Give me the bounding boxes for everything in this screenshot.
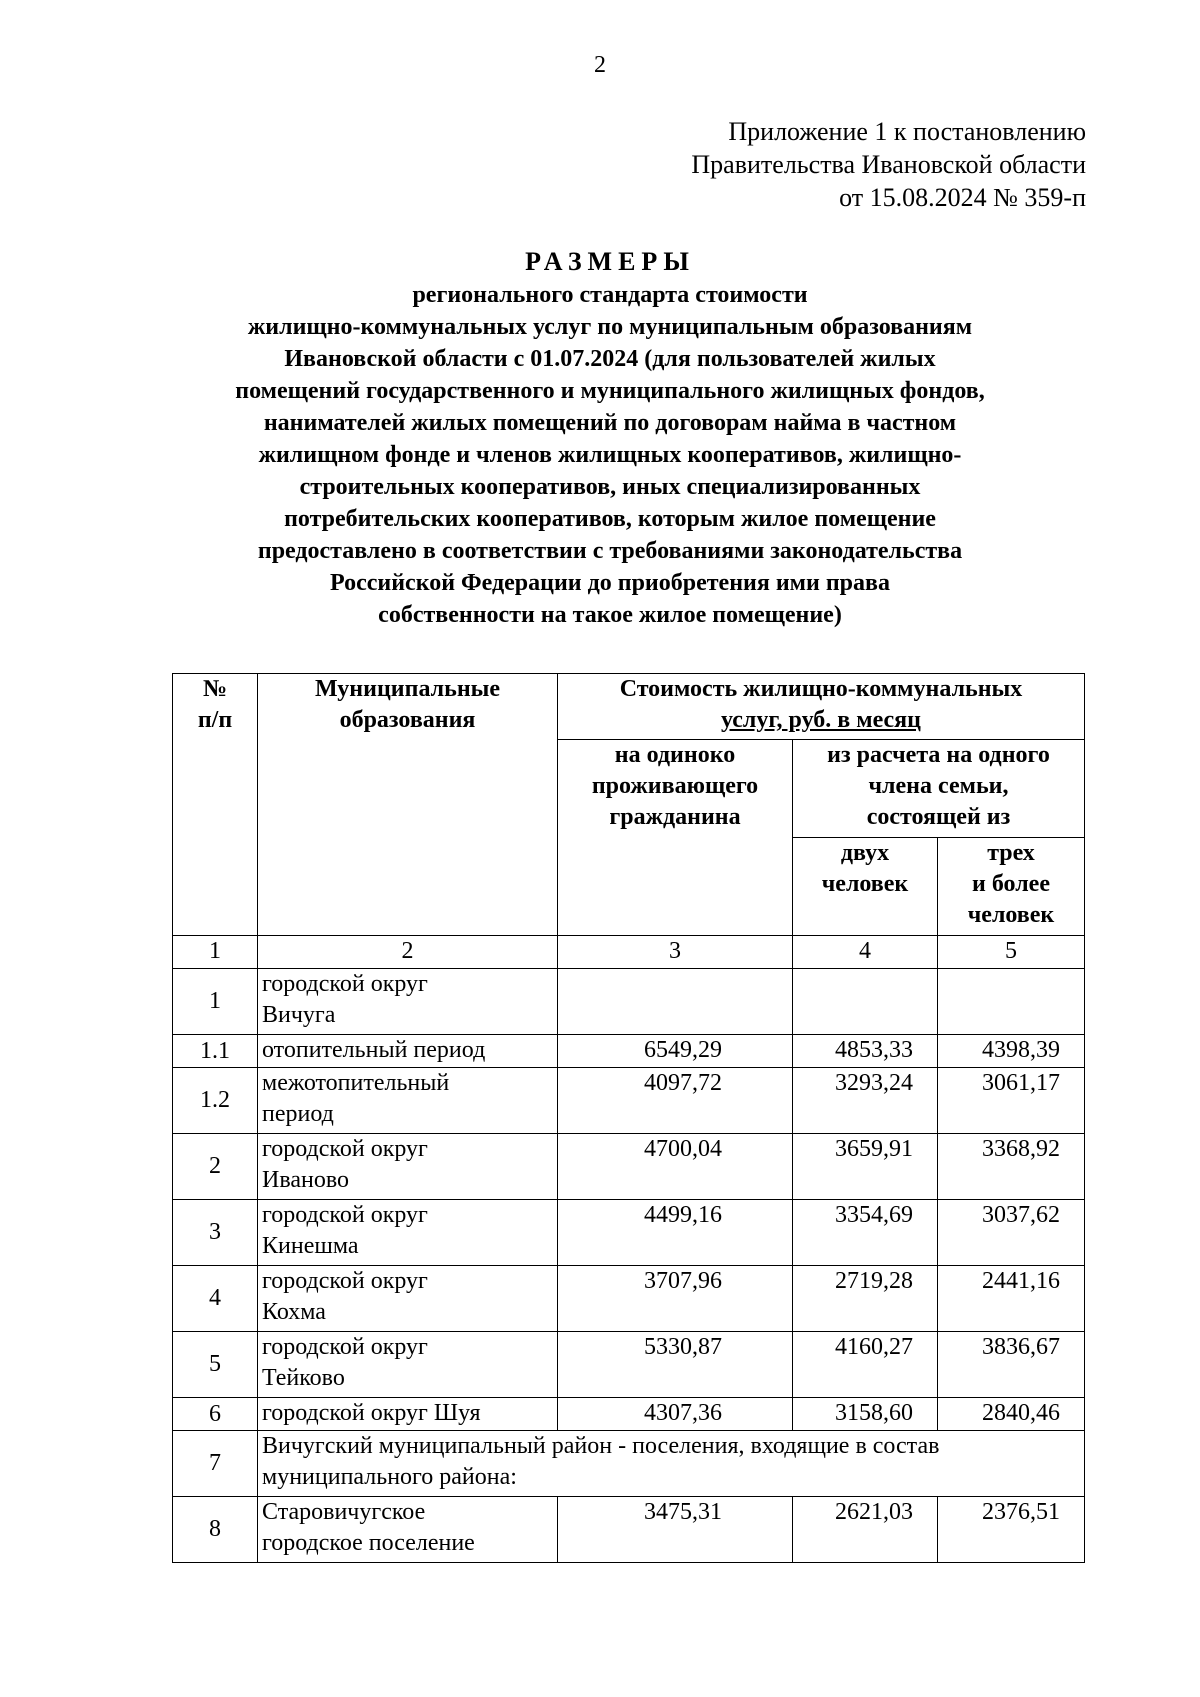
value-three: 2441,16 (938, 1266, 1085, 1332)
rates-table (172, 673, 1085, 1563)
row-name: городской округ Тейково (258, 1332, 558, 1398)
row-number: 2 (173, 1134, 258, 1200)
subtitle-line: Ивановской области с 01.07.2024 (для пользователей жилых (284, 346, 936, 372)
column-number: 1 (173, 936, 258, 969)
value-three: 2840,46 (938, 1398, 1085, 1431)
table-row (173, 1134, 1085, 1200)
subtitle-line: помещений государственного и муниципального жилищных фондов, (235, 378, 985, 404)
value-single: 3475,31 (558, 1497, 793, 1563)
table-row (173, 969, 1085, 1035)
header-three-persons: трех и более человек (938, 838, 1085, 936)
value-two: 3659,91 (793, 1134, 938, 1200)
column-number: 5 (938, 936, 1085, 969)
document-title (120, 245, 1100, 631)
header-row (173, 674, 1085, 740)
subtitle-line: потребительских кооперативов, которым жилое помещение (284, 506, 936, 532)
column-number: 4 (793, 936, 938, 969)
value-single (558, 969, 793, 1035)
header-municipality: Муниципальные образования (258, 674, 558, 936)
value-two (793, 969, 938, 1035)
column-numbers-row (173, 936, 1085, 969)
row-name: городской округ Кохма (258, 1266, 558, 1332)
value-two: 2621,03 (793, 1497, 938, 1563)
table-row (173, 1332, 1085, 1398)
row-number: 1 (173, 969, 258, 1035)
row-number: 4 (173, 1266, 258, 1332)
row-name: Старовичугское городское поселение (258, 1497, 558, 1563)
row-number: 5 (173, 1332, 258, 1398)
section-title: Вичугский муниципальный район - поселения, входящие в состав муниципального района: (258, 1431, 1085, 1497)
value-single: 4499,16 (558, 1200, 793, 1266)
row-number: 1.2 (173, 1068, 258, 1134)
header-no: № п/п (173, 674, 258, 936)
row-name: городской округ Вичуга (258, 969, 558, 1035)
appendix-line: Правительства Ивановской области (691, 150, 1086, 179)
value-two: 3158,60 (793, 1398, 938, 1431)
row-number: 1.1 (173, 1035, 258, 1068)
header-two-persons: двух человек (793, 838, 938, 936)
table-row (173, 1266, 1085, 1332)
title-subtitle (120, 279, 1100, 631)
value-single: 4307,36 (558, 1398, 793, 1431)
value-two: 3354,69 (793, 1200, 938, 1266)
header-cost: Стоимость жилищно-коммунальных услуг, руб. в месяц (558, 674, 1085, 740)
row-name: отопительный период (258, 1035, 558, 1068)
row-number: 6 (173, 1398, 258, 1431)
header-per-member: из расчета на одного члена семьи, состоящей из (793, 740, 1085, 838)
table-row (173, 1068, 1085, 1134)
row-name: городской округ Кинешма (258, 1200, 558, 1266)
value-single: 4097,72 (558, 1068, 793, 1134)
subtitle-line: нанимателей жилых помещений по договорам найма в частном (263, 410, 957, 436)
section-row (173, 1431, 1085, 1497)
value-single: 6549,29 (558, 1035, 793, 1068)
appendix-line: от 15.08.2024 № 359-п (839, 183, 1086, 212)
value-three: 4398,39 (938, 1035, 1085, 1068)
value-three: 3037,62 (938, 1200, 1085, 1266)
value-three: 3368,92 (938, 1134, 1085, 1200)
value-two: 3293,24 (793, 1068, 938, 1134)
value-three: 3836,67 (938, 1332, 1085, 1398)
row-number: 3 (173, 1200, 258, 1266)
appendix-line: Приложение 1 к постановлению (728, 117, 1086, 146)
subtitle-line: жилищном фонде и членов жилищных кооперативов, жилищно- (258, 442, 962, 468)
subtitle-line: предоставлено в соответствии с требованиями законодательства (257, 538, 963, 564)
value-single: 3707,96 (558, 1266, 793, 1332)
subtitle-line: строительных кооперативов, иных специализированных (299, 474, 921, 500)
header-single-citizen: на одиноко проживающего гражданина (558, 740, 793, 936)
column-number: 2 (258, 936, 558, 969)
subtitle-line: регионального стандарта стоимости (412, 282, 808, 308)
appendix-reference (566, 115, 1086, 214)
table-row (173, 1497, 1085, 1563)
row-number: 8 (173, 1497, 258, 1563)
table-row (173, 1398, 1085, 1431)
value-single: 4700,04 (558, 1134, 793, 1200)
subtitle-line: жилищно-коммунальных услуг по муниципальным образованиям (247, 314, 973, 340)
row-name: межотопительный период (258, 1068, 558, 1134)
title-main: РАЗМЕРЫ (525, 247, 695, 276)
value-two: 4160,27 (793, 1332, 938, 1398)
subtitle-line: собственности на такое жилое помещение) (378, 602, 842, 628)
row-name: городской округ Иваново (258, 1134, 558, 1200)
row-number: 7 (173, 1431, 258, 1497)
value-three: 2376,51 (938, 1497, 1085, 1563)
value-two: 2719,28 (793, 1266, 938, 1332)
table-row (173, 1200, 1085, 1266)
value-three: 3061,17 (938, 1068, 1085, 1134)
value-two: 4853,33 (793, 1035, 938, 1068)
value-three (938, 969, 1085, 1035)
subtitle-line: Российской Федерации до приобретения ими права (330, 570, 890, 596)
page-number: 2 (594, 52, 606, 78)
row-name: городской округ Шуя (258, 1398, 558, 1431)
column-number: 3 (558, 936, 793, 969)
value-single: 5330,87 (558, 1332, 793, 1398)
table-row (173, 1035, 1085, 1068)
